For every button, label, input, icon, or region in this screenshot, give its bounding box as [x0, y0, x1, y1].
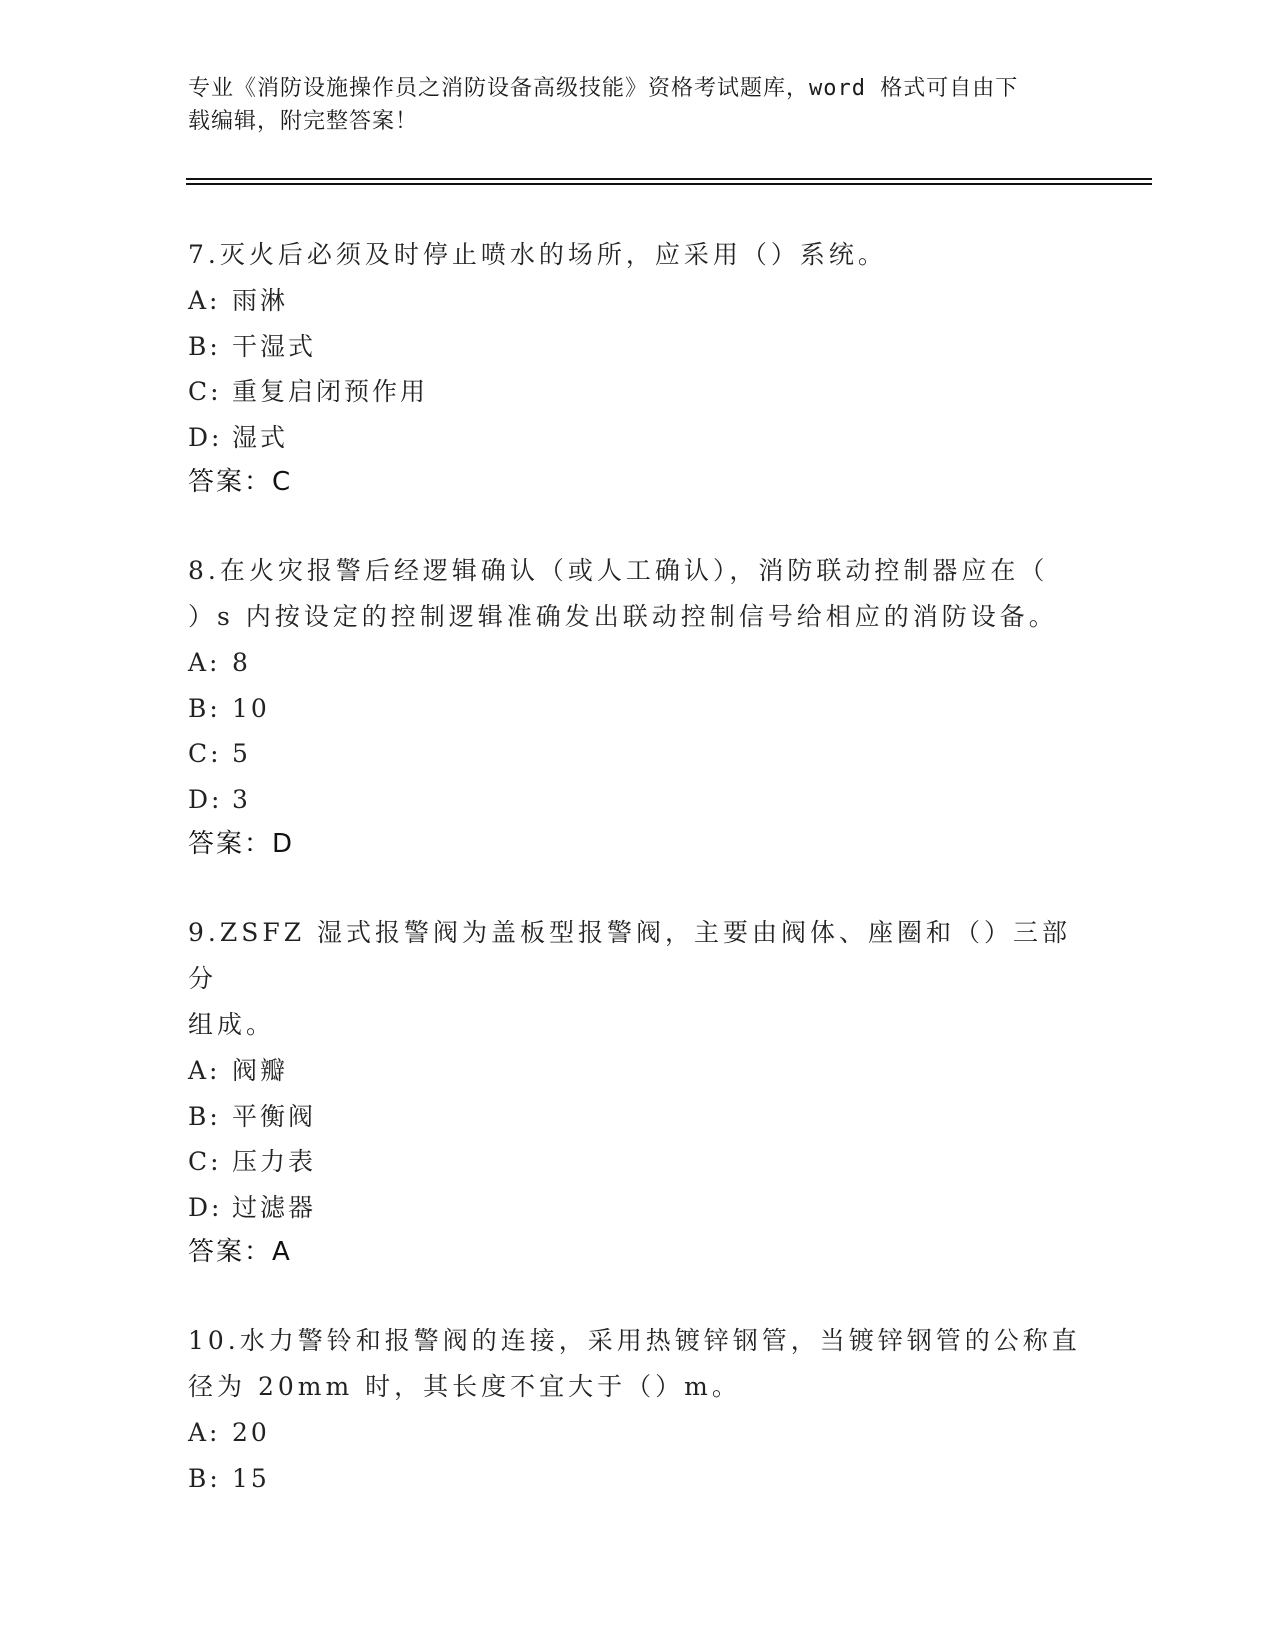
option-key: A: [188, 648, 221, 677]
document-header [188, 72, 1068, 138]
option-a [188, 1048, 1088, 1094]
option-c [188, 731, 1088, 777]
option-text: 雨淋 [232, 286, 289, 315]
option-text: 5 [232, 739, 251, 768]
question-stem-line: ）s 内按设定的控制逻辑准确发出联动控制信号给相应的消防设备。 [188, 602, 1058, 631]
option-a [188, 278, 1088, 324]
question-7 [188, 232, 1088, 505]
header-divider-top [186, 178, 1152, 180]
header-divider-bottom [186, 183, 1152, 185]
header-line-2: 载编辑，附完整答案！ [188, 109, 419, 134]
option-text: 8 [232, 648, 251, 677]
question-8 [188, 548, 1088, 867]
question-stem-line: 10.水力警铃和报警阀的连接，采用热镀锌钢管，当镀锌钢管的公称直 [188, 1326, 1081, 1355]
option-key: D: [188, 1192, 223, 1222]
option-text: 3 [232, 784, 251, 814]
question-stem [188, 1318, 1088, 1410]
question-list [188, 232, 1088, 1544]
question-9 [188, 910, 1088, 1275]
option-key: B: [188, 331, 221, 361]
header-line-1: 专业《消防设施操作员之消防设备高级技能》资格考试题库，word 格式可自由下 [188, 76, 1019, 101]
option-text: 压力表 [232, 1147, 317, 1176]
option-b [188, 686, 1088, 732]
option-text: 湿式 [232, 422, 289, 452]
question-stem [188, 232, 1088, 278]
option-key: A: [188, 1418, 221, 1447]
option-text: 平衡阀 [232, 1101, 317, 1131]
option-d [188, 415, 1088, 461]
option-text: 15 [232, 1463, 270, 1493]
option-text: 10 [232, 693, 270, 723]
question-stem-line: 7.灭火后必须及时停止喷水的场所，应采用（）系统。 [188, 240, 887, 269]
question-stem-line: 组成。 [188, 1010, 276, 1039]
option-b [188, 324, 1088, 370]
option-key: C: [188, 377, 222, 406]
answer-line: 答案：A [188, 1237, 292, 1267]
question-stem-line: 9.ZSFZ 湿式报警阀为盖板型报警阀，主要由阀体、座圈和（）三部分 [188, 918, 1072, 993]
option-key: B: [188, 1463, 221, 1493]
option-key: A: [188, 1056, 221, 1085]
option-c [188, 1139, 1088, 1185]
option-text: 干湿式 [232, 331, 317, 361]
answer-line: 答案：D [188, 829, 295, 859]
option-key: D: [188, 422, 223, 452]
question-stem-line: 径为 20mm 时，其长度不宜大于（）m。 [188, 1372, 741, 1401]
option-d [188, 777, 1088, 823]
question-stem [188, 910, 1088, 1048]
option-key: C: [188, 739, 222, 768]
option-key: D: [188, 784, 223, 814]
option-a [188, 640, 1088, 686]
question-stem-line: 8.在火灾报警后经逻辑确认（或人工确认），消防联动控制器应在（ [188, 556, 1049, 585]
option-key: A: [188, 286, 221, 315]
option-a [188, 1410, 1088, 1456]
option-b [188, 1094, 1088, 1140]
option-key: C: [188, 1147, 222, 1176]
option-c [188, 369, 1088, 415]
answer-line: 答案：C [188, 467, 293, 497]
question-10 [188, 1318, 1088, 1501]
question-stem [188, 548, 1088, 640]
option-text: 过滤器 [232, 1192, 317, 1222]
option-d [188, 1185, 1088, 1231]
option-b [188, 1456, 1088, 1502]
option-text: 重复启闭预作用 [232, 377, 429, 406]
option-key: B: [188, 1101, 221, 1131]
option-text: 阀瓣 [232, 1056, 289, 1085]
option-text: 20 [232, 1418, 270, 1447]
option-key: B: [188, 693, 221, 723]
